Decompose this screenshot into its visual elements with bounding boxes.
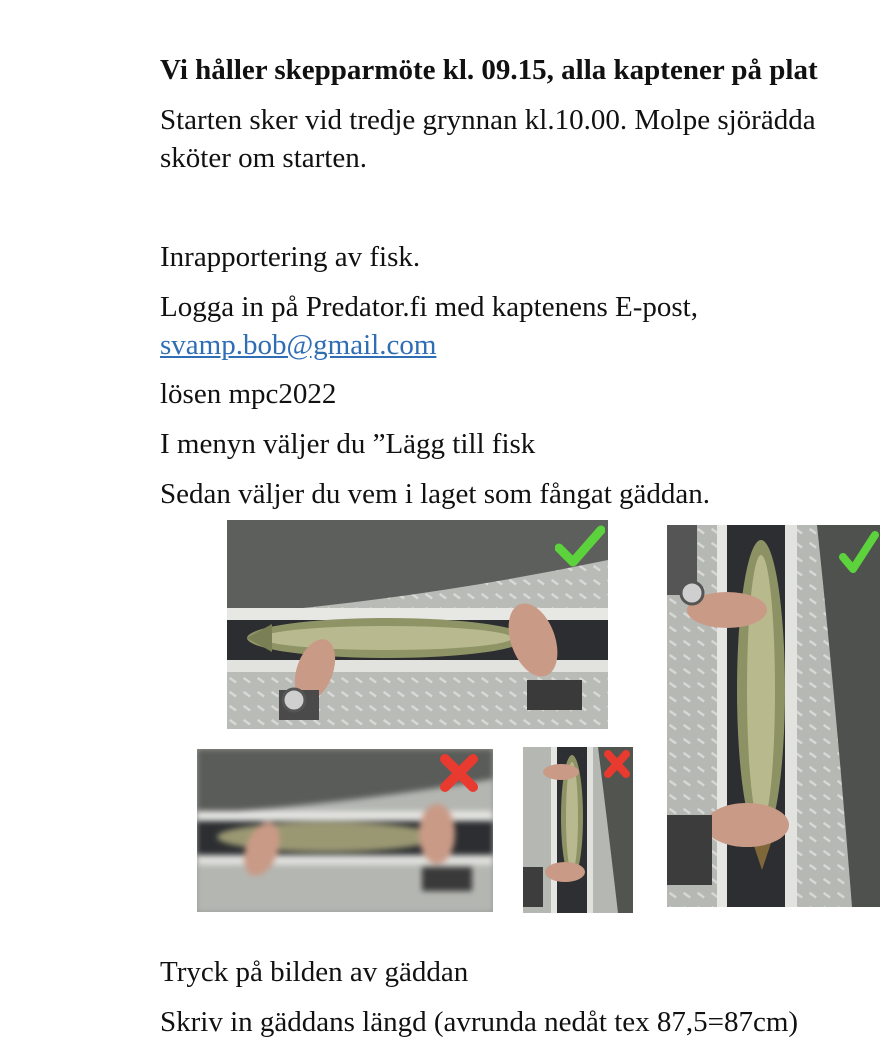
photo-incorrect-vertical: [523, 747, 633, 913]
length-text: Skriv in gäddans längd (avrunda nedåt tex 87,5=87cm): [160, 1006, 799, 1038]
photo-incorrect-horizontal: [197, 749, 493, 912]
pike-photo-image: [227, 520, 608, 729]
pike-photo-image: [667, 525, 880, 907]
start-line-2: sköter om starten.: [160, 142, 367, 174]
menu-text: I menyn väljer du ”Lägg till fisk: [160, 428, 536, 460]
photo-correct-horizontal: [227, 520, 608, 729]
start-line-1: Starten sker vid tredje grynnan kl.10.00. Molpe sjörädda: [160, 104, 816, 136]
password-text: lösen mpc2022: [160, 378, 337, 410]
check-icon: [839, 529, 879, 575]
login-text: Logga in på Predator.fi med kaptenens E-post,: [160, 291, 698, 323]
report-title: Inrapportering av fisk.: [160, 241, 421, 273]
cross-icon: [603, 749, 631, 779]
photo-correct-vertical: [667, 525, 880, 907]
cross-icon: [439, 753, 479, 793]
select-text: Sedan väljer du vem i laget som fångat gäddan.: [160, 478, 711, 510]
email-line: [160, 327, 436, 363]
email-link[interactable]: svamp.bob@gmail.com: [160, 329, 437, 361]
heading: Vi håller skepparmöte kl. 09.15, alla kaptener på plat: [160, 54, 818, 86]
tap-text: Tryck på bilden av gäddan: [160, 956, 469, 988]
check-icon: [555, 524, 605, 568]
